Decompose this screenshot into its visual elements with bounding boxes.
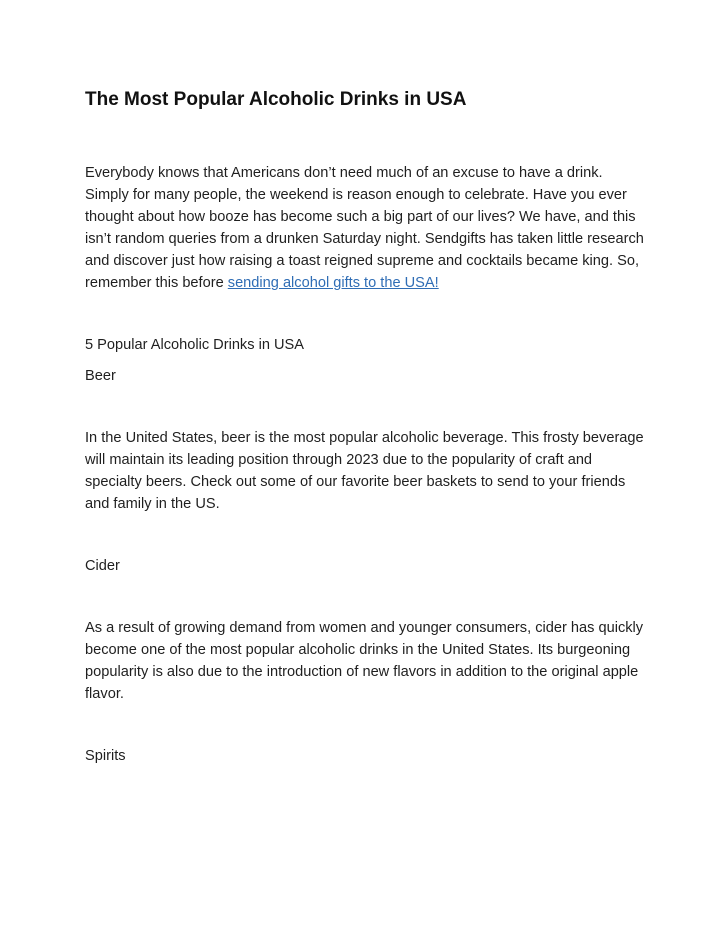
section-body-beer: In the United States, beer is the most popular alcoholic beverage. This frosty beverage will maintain its leading position through 2023 due to the popularity of craft and specialty beers. Check out some of our favorite beer baskets to send to your friends and family in the US. (85, 430, 644, 512)
drinks-list-subheading: 5 Popular Alcoholic Drinks in USA (85, 337, 305, 353)
section-body-cider: As a result of growing demand from women and younger consumers, cider has quickly become one of the most popular alcoholic drinks in the United States. Its burgeoning popularity is also due to the introduction of new flavors in addition to the original apple flavor. (85, 620, 644, 702)
intro-paragraph (85, 162, 645, 294)
document-content (85, 86, 645, 767)
section-label-beer: Beer (85, 368, 116, 384)
intro-text: Everybody knows that Americans don’t need much of an excuse to have a drink. Simply for many people, the weekend is reason enough to celebrate. Have you ever thought about how booze has become such a big part of our lives? We have, and this isn’t random queries from a drunken Saturday night. Sendgifts has taken little research and discover just how raising a toast reigned supreme and cocktails became king. So, remember this before (85, 165, 644, 291)
document-title: The Most Popular Alcoholic Drinks in USA (85, 89, 467, 110)
alcohol-gifts-link[interactable]: sending alcohol gifts to the USA! (227, 275, 439, 291)
section-label-cider: Cider (85, 558, 120, 574)
section-label-spirits: Spirits (85, 748, 126, 764)
